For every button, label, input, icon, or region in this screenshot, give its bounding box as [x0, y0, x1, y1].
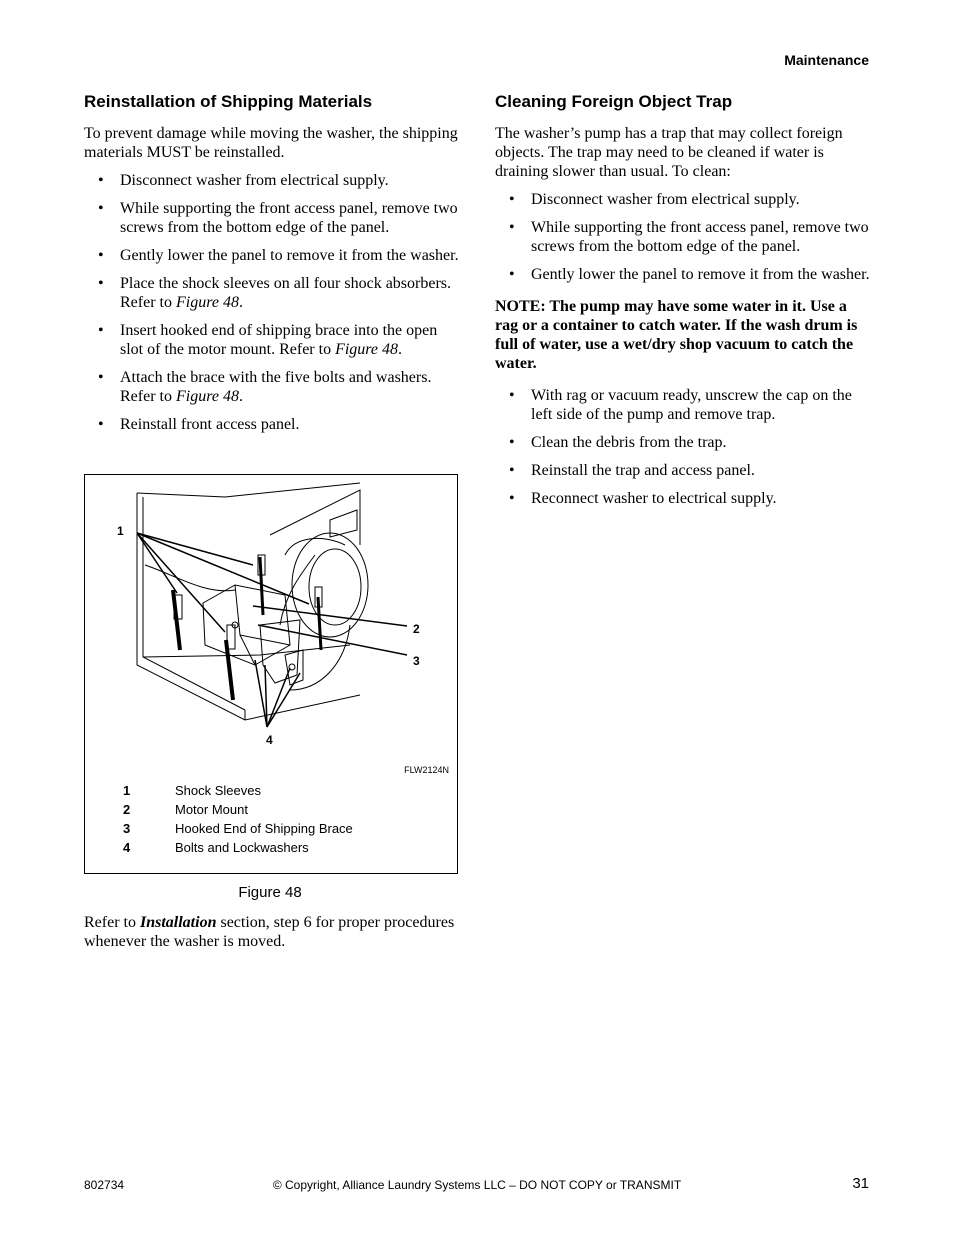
list-item: • Reinstall the trap and access panel. [495, 461, 870, 480]
page-number: 31 [852, 1175, 869, 1192]
legend-number: 1 [123, 783, 131, 798]
list-item-text: . [398, 341, 403, 358]
legend-label: Hooked End of Shipping Brace [175, 821, 353, 836]
right-bullet-list-2 [495, 386, 870, 508]
list-item: • While supporting the front access panel, remove two screws from the bottom edge of the panel. [84, 199, 459, 237]
list-item-text: . [238, 294, 243, 311]
copyright-notice: © Copyright, Alliance Laundry Systems LLC – DO NOT COPY or TRANSMIT [272, 1178, 682, 1192]
list-item [84, 368, 459, 406]
right-intro: The washer’s pump has a trap that may collect foreign objects. The trap may need to be cleaned if water is draining slower than usual. To clean: [495, 125, 843, 180]
refer-text: Refer to [84, 914, 140, 931]
legend-row [123, 781, 353, 800]
legend-label: Bolts and Lockwashers [175, 840, 309, 855]
left-column [84, 92, 459, 443]
list-item: • While supporting the front access panel, remove two screws from the bottom edge of the panel. [495, 218, 870, 256]
left-intro: To prevent damage while moving the washer, the shipping materials MUST be reinstalled. [84, 125, 458, 161]
legend-row [123, 838, 353, 857]
list-item-text: Place the shock sleeves on all four shock absorbers. Refer to [120, 275, 452, 311]
legend-label: Shock Sleeves [175, 783, 261, 798]
left-bullet-list [84, 171, 459, 434]
figure-code: FLW2124N [404, 765, 449, 775]
list-item: • Clean the debris from the trap. [495, 433, 870, 452]
legend-row [123, 800, 353, 819]
installation-reference[interactable]: Installation [139, 914, 217, 931]
list-item: • With rag or vacuum ready, unscrew the cap on the left side of the pump and remove trap. [495, 386, 870, 424]
document-number: 802734 [84, 1178, 125, 1192]
list-item-text: Attach the brace with the five bolts and washers. Refer to [120, 369, 432, 405]
note-paragraph: NOTE: The pump may have some water in it. Use a rag or a container to catch water. If the wash drum is full of water, use a wet/dry shop vacuum to catch the water. [495, 298, 858, 372]
right-heading: Cleaning Foreign Object Trap [495, 92, 733, 111]
list-item: • Gently lower the panel to remove it from the washer. [84, 246, 459, 265]
list-item: • Reinstall front access panel. [84, 415, 459, 434]
legend-row [123, 819, 353, 838]
washer-illustration [85, 475, 457, 765]
figure-reference-link[interactable]: Figure 48 [335, 341, 399, 358]
list-item: • Disconnect washer from electrical supply. [495, 190, 870, 209]
right-bullet-list-1 [495, 190, 870, 284]
figure-caption: Figure 48 [238, 884, 302, 901]
legend-number: 3 [123, 821, 131, 836]
figure-legend [123, 781, 353, 857]
refer-paragraph [84, 913, 459, 951]
section-header: Maintenance [784, 52, 869, 68]
callout-2: 2 [413, 622, 420, 636]
right-column [495, 92, 870, 517]
list-item [84, 321, 459, 359]
list-item [84, 274, 459, 312]
list-item-text: Insert hooked end of shipping brace into the open slot of the motor mount. Refer to [120, 322, 438, 358]
legend-label: Motor Mount [175, 802, 248, 817]
figure-48-box [84, 474, 458, 874]
list-item: • Reconnect washer to electrical supply. [495, 489, 870, 508]
legend-number: 2 [123, 802, 131, 817]
callout-3: 3 [413, 654, 420, 668]
legend-number: 4 [123, 840, 131, 855]
figure-reference-link[interactable]: Figure 48 [175, 294, 239, 311]
callout-1: 1 [117, 524, 124, 538]
figure-reference-link[interactable]: Figure 48 [175, 388, 239, 405]
callout-4: 4 [266, 733, 273, 747]
list-item-text: . [238, 388, 243, 405]
refer-text: section, step 6 for proper procedures whenever the washer is moved. [84, 914, 455, 950]
list-item: • Gently lower the panel to remove it from the washer. [495, 265, 870, 284]
list-item: • Disconnect washer from electrical supply. [84, 171, 459, 190]
left-heading: Reinstallation of Shipping Materials [84, 92, 373, 111]
